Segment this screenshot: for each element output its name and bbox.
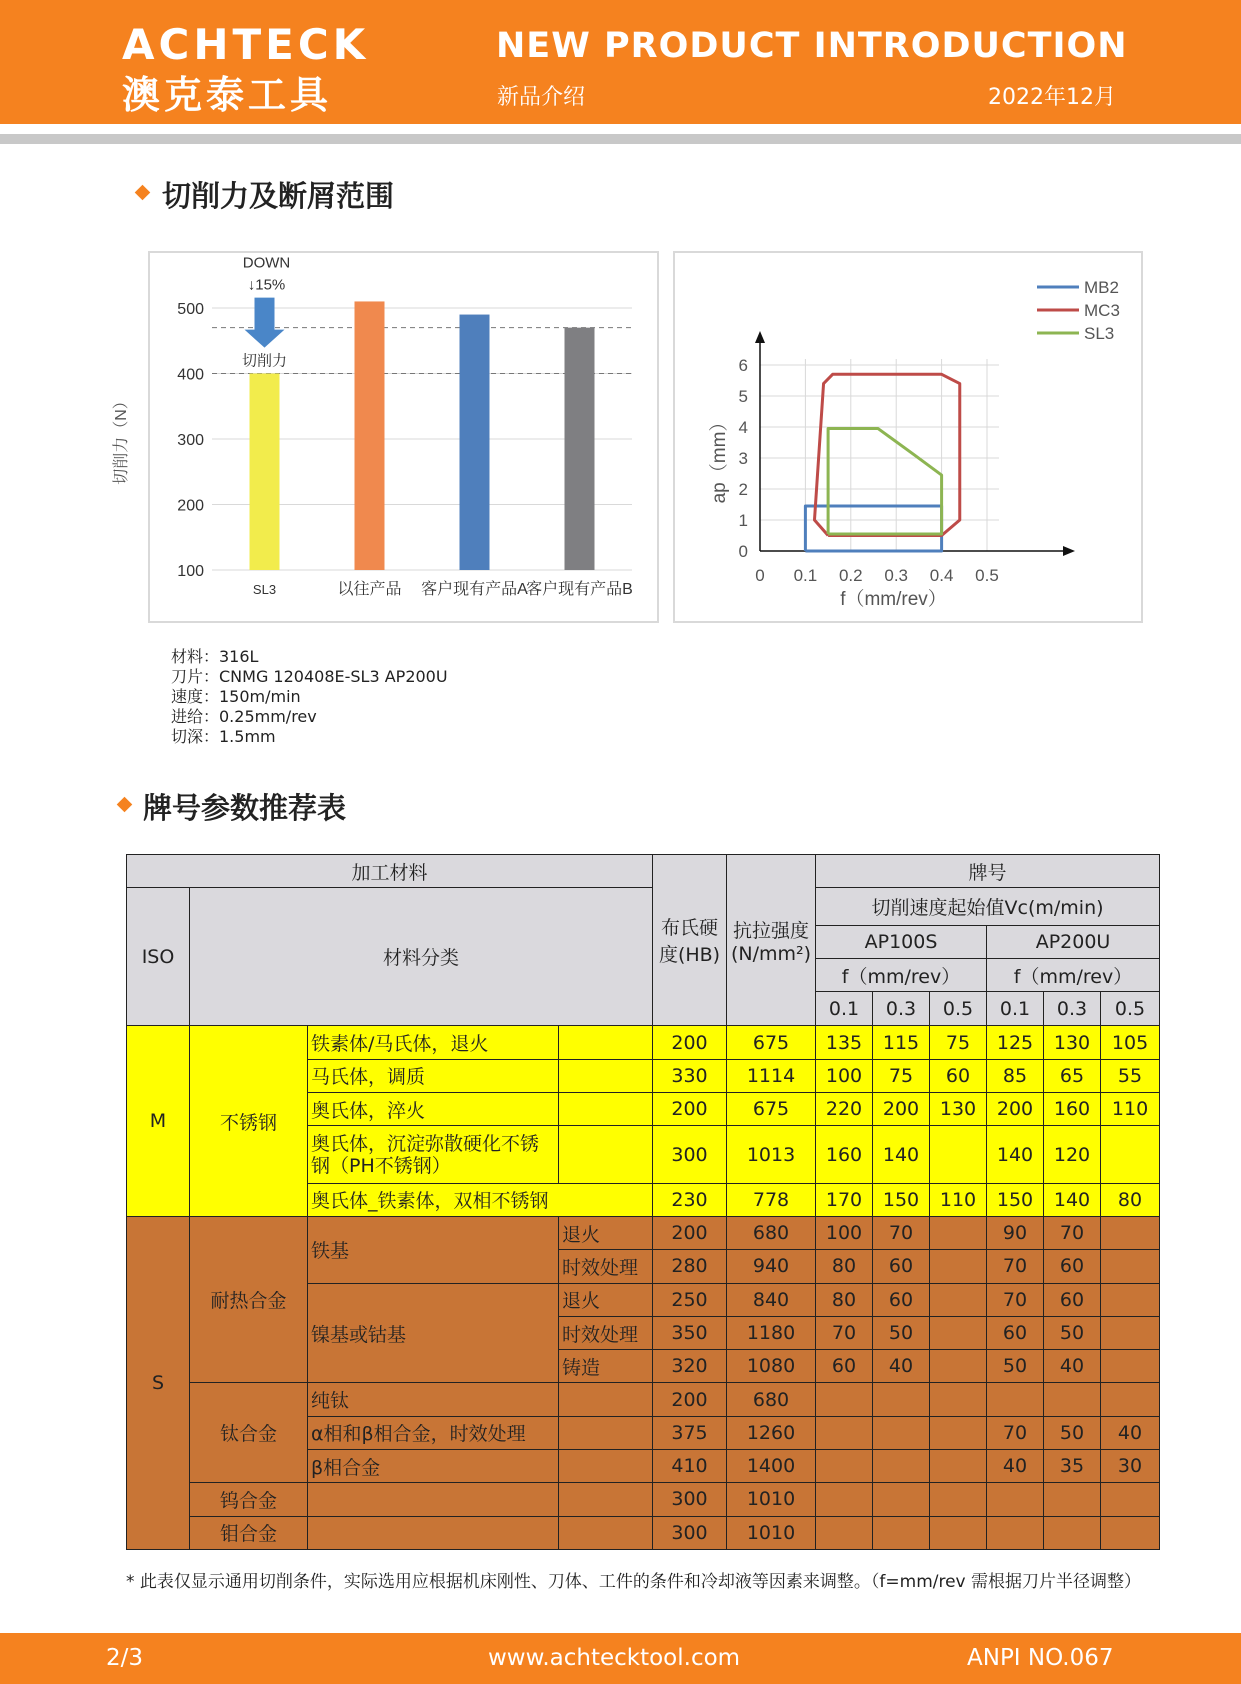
vc-value bbox=[930, 1283, 987, 1316]
x-tick-label: 0.1 bbox=[793, 566, 818, 585]
vc-value: 150 bbox=[987, 1183, 1044, 1216]
vc-value: 50 bbox=[987, 1350, 1044, 1383]
vc-value bbox=[1101, 1283, 1160, 1316]
note-speed: 速度：150m/min bbox=[171, 687, 301, 706]
hardness-value: 300 bbox=[653, 1516, 727, 1549]
hardness-value: 200 bbox=[653, 1383, 727, 1416]
vc-value bbox=[930, 1416, 987, 1449]
series-line-mc3 bbox=[814, 374, 959, 535]
material-condition: 时效处理 bbox=[559, 1250, 653, 1283]
page-footer bbox=[0, 1633, 1241, 1684]
bar bbox=[355, 301, 385, 570]
vc-value: 70 bbox=[987, 1250, 1044, 1283]
vc-value bbox=[1044, 1516, 1101, 1549]
vc-value: 60 bbox=[987, 1316, 1044, 1349]
vc-value bbox=[930, 1126, 987, 1183]
vc-value bbox=[816, 1516, 873, 1549]
vc-value: 200 bbox=[987, 1093, 1044, 1126]
y-tick-label: 1 bbox=[738, 511, 748, 530]
group-heat-resistant: 耐热合金 bbox=[190, 1217, 308, 1383]
vc-value: 70 bbox=[1044, 1217, 1101, 1250]
tensile-value: 940 bbox=[727, 1250, 816, 1283]
hardness-value: 280 bbox=[653, 1250, 727, 1283]
logo-text-en: ACHTECK bbox=[122, 20, 370, 69]
document-number: ANPI NO.067 bbox=[967, 1645, 1114, 1671]
line-chart-panel bbox=[673, 251, 1143, 623]
vc-value: 135 bbox=[816, 1026, 873, 1059]
tensile-value: 1260 bbox=[727, 1416, 816, 1449]
vc-value bbox=[873, 1383, 930, 1416]
hardness-value: 230 bbox=[653, 1183, 727, 1216]
annotation-percent: ↓15% bbox=[247, 276, 286, 294]
note-depth: 切深：1.5mm bbox=[171, 727, 276, 746]
vc-value: 160 bbox=[816, 1126, 873, 1183]
vc-value: 60 bbox=[873, 1283, 930, 1316]
y-axis-arrow-icon bbox=[755, 331, 765, 343]
vc-value: 50 bbox=[1044, 1416, 1101, 1449]
x-tick-label: 客户现有产品A bbox=[421, 581, 528, 598]
material-condition bbox=[559, 1126, 653, 1183]
vc-value: 70 bbox=[987, 1416, 1044, 1449]
hardness-value: 350 bbox=[653, 1316, 727, 1349]
vc-value: 50 bbox=[873, 1316, 930, 1349]
material-condition: 退火 bbox=[559, 1283, 653, 1316]
vc-value: 30 bbox=[1101, 1450, 1160, 1483]
series-line-sl3 bbox=[828, 429, 942, 534]
y-tick-label: 100 bbox=[177, 563, 204, 580]
hardness-value: 200 bbox=[653, 1026, 727, 1059]
vc-value: 125 bbox=[987, 1026, 1044, 1059]
hardness-value: 200 bbox=[653, 1217, 727, 1250]
hardness-value: 250 bbox=[653, 1283, 727, 1316]
header-feed-ap200u: f（mm/rev） bbox=[987, 958, 1160, 991]
vc-value bbox=[873, 1516, 930, 1549]
material-name: 铁基 bbox=[308, 1217, 559, 1284]
section-bullet-icon bbox=[117, 797, 133, 813]
vc-value bbox=[1101, 1217, 1160, 1250]
hardness-value: 300 bbox=[653, 1483, 727, 1516]
material-name: 铁素体/马氏体，退火 bbox=[308, 1026, 559, 1059]
material-name: 奥氏体，淬火 bbox=[308, 1093, 559, 1126]
hardness-value: 300 bbox=[653, 1126, 727, 1183]
header-ap100s: AP100S bbox=[816, 925, 987, 958]
y-tick-label: 4 bbox=[738, 418, 748, 437]
vc-value: 115 bbox=[873, 1026, 930, 1059]
note-feed: 进给：0.25mm/rev bbox=[171, 707, 317, 726]
tensile-value: 1013 bbox=[727, 1126, 816, 1183]
vc-value: 110 bbox=[1101, 1093, 1160, 1126]
vc-value: 75 bbox=[930, 1026, 987, 1059]
vc-value bbox=[930, 1383, 987, 1416]
vc-value: 160 bbox=[1044, 1093, 1101, 1126]
vc-value bbox=[1101, 1483, 1160, 1516]
x-tick-label: 0 bbox=[755, 566, 765, 585]
x-tick-label: SL3 bbox=[252, 582, 277, 597]
vc-value: 70 bbox=[987, 1283, 1044, 1316]
x-tick-label: 客户现有产品B bbox=[526, 581, 633, 598]
hardness-value: 410 bbox=[653, 1450, 727, 1483]
vc-value: 140 bbox=[1044, 1183, 1101, 1216]
vc-value bbox=[930, 1217, 987, 1250]
vc-value: 100 bbox=[816, 1059, 873, 1092]
material-condition bbox=[559, 1059, 653, 1092]
material-condition bbox=[559, 1026, 653, 1059]
vc-value: 90 bbox=[987, 1217, 1044, 1250]
hardness-value: 375 bbox=[653, 1416, 727, 1449]
bar-chart-panel bbox=[113, 251, 659, 623]
vc-value bbox=[930, 1316, 987, 1349]
vc-value bbox=[1101, 1516, 1160, 1549]
bar bbox=[565, 328, 595, 570]
note-material: 材料：316L bbox=[171, 647, 259, 666]
y-tick-label: 400 bbox=[177, 366, 204, 384]
vc-value: 110 bbox=[930, 1183, 987, 1216]
bar bbox=[250, 374, 280, 571]
website-link[interactable]: www.achtecktool.com bbox=[488, 1645, 741, 1671]
cutting-force-bar-chart bbox=[113, 253, 657, 621]
vc-value: 60 bbox=[873, 1250, 930, 1283]
feed-value: 0.3 bbox=[1044, 992, 1101, 1026]
vc-value bbox=[930, 1250, 987, 1283]
y-axis-label: 切削力（N） bbox=[113, 393, 130, 485]
vc-value: 70 bbox=[816, 1316, 873, 1349]
vc-value bbox=[1101, 1126, 1160, 1183]
feed-value: 0.5 bbox=[1101, 992, 1160, 1026]
x-tick-label: 0.3 bbox=[884, 566, 909, 585]
header-tensile: 抗拉强度(N/mm²) bbox=[727, 855, 816, 1026]
group-molybdenum: 钼合金 bbox=[190, 1516, 308, 1549]
vc-value: 80 bbox=[1101, 1183, 1160, 1216]
y-tick-label: 3 bbox=[738, 449, 748, 468]
group-tungsten: 钨合金 bbox=[190, 1483, 308, 1516]
x-tick-label: 0.2 bbox=[838, 566, 863, 585]
down-arrow-icon bbox=[245, 298, 285, 348]
header-date: 2022年12月 bbox=[988, 85, 1116, 110]
legend-label: SL3 bbox=[1084, 324, 1115, 343]
material-name: 镍基或钴基 bbox=[308, 1283, 559, 1383]
vc-value bbox=[1101, 1316, 1160, 1349]
vc-value: 105 bbox=[1101, 1026, 1160, 1059]
y-axis-label: ap（mm） bbox=[709, 412, 730, 504]
series-line-mb2 bbox=[805, 506, 941, 551]
section-title-cutting-force: 切削力及断屑范围 bbox=[162, 179, 395, 213]
hardness-value: 330 bbox=[653, 1059, 727, 1092]
feed-value: 0.3 bbox=[873, 992, 930, 1026]
vc-value: 130 bbox=[930, 1093, 987, 1126]
legend-label: MC3 bbox=[1084, 301, 1120, 320]
header-vc: 切削速度起始值Vc(m/min) bbox=[816, 888, 1160, 925]
feed-value: 0.1 bbox=[816, 992, 873, 1026]
grade-recommendation-table bbox=[126, 854, 1160, 1550]
material-condition bbox=[559, 1516, 653, 1549]
tensile-value: 1180 bbox=[727, 1316, 816, 1349]
material-condition bbox=[559, 1383, 653, 1416]
material-condition: 退火 bbox=[559, 1217, 653, 1250]
material-name: β相合金 bbox=[308, 1450, 559, 1483]
vc-value bbox=[1101, 1350, 1160, 1383]
vc-value: 65 bbox=[1044, 1059, 1101, 1092]
vc-value: 150 bbox=[873, 1183, 930, 1216]
legend-label: MB2 bbox=[1084, 278, 1119, 297]
material-condition bbox=[559, 1093, 653, 1126]
material-condition bbox=[559, 1450, 653, 1483]
vc-value bbox=[930, 1483, 987, 1516]
vc-value bbox=[930, 1516, 987, 1549]
vc-value bbox=[987, 1516, 1044, 1549]
material-name: 奥氏体_铁素体，双相不锈钢 bbox=[308, 1183, 653, 1216]
header-material: 加工材料 bbox=[127, 855, 653, 888]
vc-value: 80 bbox=[816, 1283, 873, 1316]
feed-value: 0.1 bbox=[987, 992, 1044, 1026]
annotation-force: 切削力 bbox=[241, 352, 288, 370]
tensile-value: 1010 bbox=[727, 1483, 816, 1516]
vc-value: 80 bbox=[816, 1250, 873, 1283]
bar bbox=[460, 315, 490, 570]
tensile-value: 675 bbox=[727, 1093, 816, 1126]
material-name: 马氏体，调质 bbox=[308, 1059, 559, 1092]
logo-text-cn: 澳克泰工具 bbox=[122, 73, 333, 117]
vc-value: 40 bbox=[987, 1450, 1044, 1483]
y-tick-label: 6 bbox=[738, 356, 748, 375]
test-conditions bbox=[171, 647, 448, 747]
vc-value: 85 bbox=[987, 1059, 1044, 1092]
vc-value: 220 bbox=[816, 1093, 873, 1126]
vc-value: 50 bbox=[1044, 1316, 1101, 1349]
group-stainless: 不锈钢 bbox=[190, 1026, 308, 1217]
iso-m: M bbox=[127, 1026, 190, 1217]
header-hardness: 布氏硬度(HB) bbox=[653, 855, 727, 1026]
vc-value: 60 bbox=[1044, 1250, 1101, 1283]
material-name bbox=[308, 1516, 559, 1549]
material-condition: 时效处理 bbox=[559, 1316, 653, 1349]
vc-value: 55 bbox=[1101, 1059, 1160, 1092]
material-condition bbox=[559, 1416, 653, 1449]
vc-value: 40 bbox=[873, 1350, 930, 1383]
feed-value: 0.5 bbox=[930, 992, 987, 1026]
vc-value bbox=[816, 1416, 873, 1449]
y-tick-label: 2 bbox=[738, 480, 748, 499]
vc-value bbox=[873, 1483, 930, 1516]
vc-value bbox=[873, 1450, 930, 1483]
x-tick-label: 0.5 bbox=[975, 566, 999, 585]
tensile-value: 1400 bbox=[727, 1450, 816, 1483]
vc-value bbox=[1044, 1383, 1101, 1416]
material-name: α相和β相合金，时效处理 bbox=[308, 1416, 559, 1449]
header-feed-ap100s: f（mm/rev） bbox=[816, 958, 987, 991]
material-condition bbox=[559, 1483, 653, 1516]
vc-value bbox=[1101, 1250, 1160, 1283]
chip-breaking-range-chart bbox=[675, 253, 1141, 621]
vc-value: 170 bbox=[816, 1183, 873, 1216]
material-condition: 铸造 bbox=[559, 1350, 653, 1383]
vc-value: 100 bbox=[816, 1217, 873, 1250]
hardness-value: 200 bbox=[653, 1093, 727, 1126]
vc-value: 140 bbox=[873, 1126, 930, 1183]
y-tick-label: 300 bbox=[177, 432, 204, 449]
note-insert: 刀片：CNMG 120408E-SL3 AP200U bbox=[171, 667, 448, 686]
header-iso: ISO bbox=[127, 888, 190, 1026]
vc-value: 40 bbox=[1044, 1350, 1101, 1383]
header-title: NEW PRODUCT INTRODUCTION bbox=[496, 26, 1128, 66]
hardness-value: 320 bbox=[653, 1350, 727, 1383]
vc-value: 40 bbox=[1101, 1416, 1160, 1449]
table-footnote: * 此表仅显示通用切削条件，实际选用应根据机床刚性、刀体、工件的条件和冷却液等因素来调整。（f=mm/rev 需根据刀片半径调整） bbox=[126, 1572, 1142, 1592]
tensile-value: 680 bbox=[727, 1217, 816, 1250]
vc-value: 35 bbox=[1044, 1450, 1101, 1483]
tensile-value: 1114 bbox=[727, 1059, 816, 1092]
group-titanium: 钛合金 bbox=[190, 1383, 308, 1483]
page-header bbox=[0, 0, 1241, 124]
y-tick-label: 500 bbox=[177, 301, 204, 318]
x-axis-label: f（mm/rev） bbox=[840, 589, 947, 610]
tensile-value: 840 bbox=[727, 1283, 816, 1316]
header-subtitle: 新品介绍 bbox=[497, 85, 586, 110]
vc-value bbox=[987, 1383, 1044, 1416]
vc-value bbox=[930, 1450, 987, 1483]
vc-value bbox=[816, 1483, 873, 1516]
header-grade: 牌号 bbox=[816, 855, 1160, 888]
vc-value bbox=[987, 1483, 1044, 1516]
y-tick-label: 5 bbox=[738, 387, 748, 406]
vc-value bbox=[1101, 1383, 1160, 1416]
vc-value bbox=[816, 1450, 873, 1483]
tensile-value: 1080 bbox=[727, 1350, 816, 1383]
vc-value: 60 bbox=[816, 1350, 873, 1383]
vc-value: 120 bbox=[1044, 1126, 1101, 1183]
section-title-grade-table: 牌号参数推荐表 bbox=[143, 791, 347, 825]
material-name: 纯钛 bbox=[308, 1383, 559, 1416]
header-class: 材料分类 bbox=[190, 888, 653, 1026]
vc-value: 70 bbox=[873, 1217, 930, 1250]
tensile-value: 1010 bbox=[727, 1516, 816, 1549]
page-number: 2/3 bbox=[106, 1645, 144, 1671]
vc-value: 130 bbox=[1044, 1026, 1101, 1059]
vc-value: 200 bbox=[873, 1093, 930, 1126]
x-tick-label: 0.4 bbox=[929, 566, 954, 585]
vc-value: 140 bbox=[987, 1126, 1044, 1183]
x-tick-label: 以往产品 bbox=[337, 581, 402, 598]
vc-value: 60 bbox=[1044, 1283, 1101, 1316]
header-divider bbox=[0, 134, 1241, 144]
vc-value: 60 bbox=[930, 1059, 987, 1092]
annotation-down: DOWN bbox=[242, 254, 291, 272]
header-ap200u: AP200U bbox=[987, 925, 1160, 958]
vc-value bbox=[873, 1416, 930, 1449]
tensile-value: 675 bbox=[727, 1026, 816, 1059]
tensile-value: 680 bbox=[727, 1383, 816, 1416]
section-bullet-icon bbox=[135, 185, 151, 201]
vc-value bbox=[816, 1383, 873, 1416]
y-tick-label: 0 bbox=[738, 542, 748, 561]
tensile-value: 778 bbox=[727, 1183, 816, 1216]
iso-s: S bbox=[127, 1217, 190, 1550]
vc-value: 75 bbox=[873, 1059, 930, 1092]
vc-value bbox=[930, 1350, 987, 1383]
material-name: 奥氏体，沉淀弥散硬化不锈钢（PH不锈钢） bbox=[308, 1126, 559, 1183]
y-tick-label: 200 bbox=[177, 497, 204, 515]
material-name bbox=[308, 1483, 559, 1516]
x-axis-arrow-icon bbox=[1063, 546, 1075, 556]
vc-value bbox=[1044, 1483, 1101, 1516]
